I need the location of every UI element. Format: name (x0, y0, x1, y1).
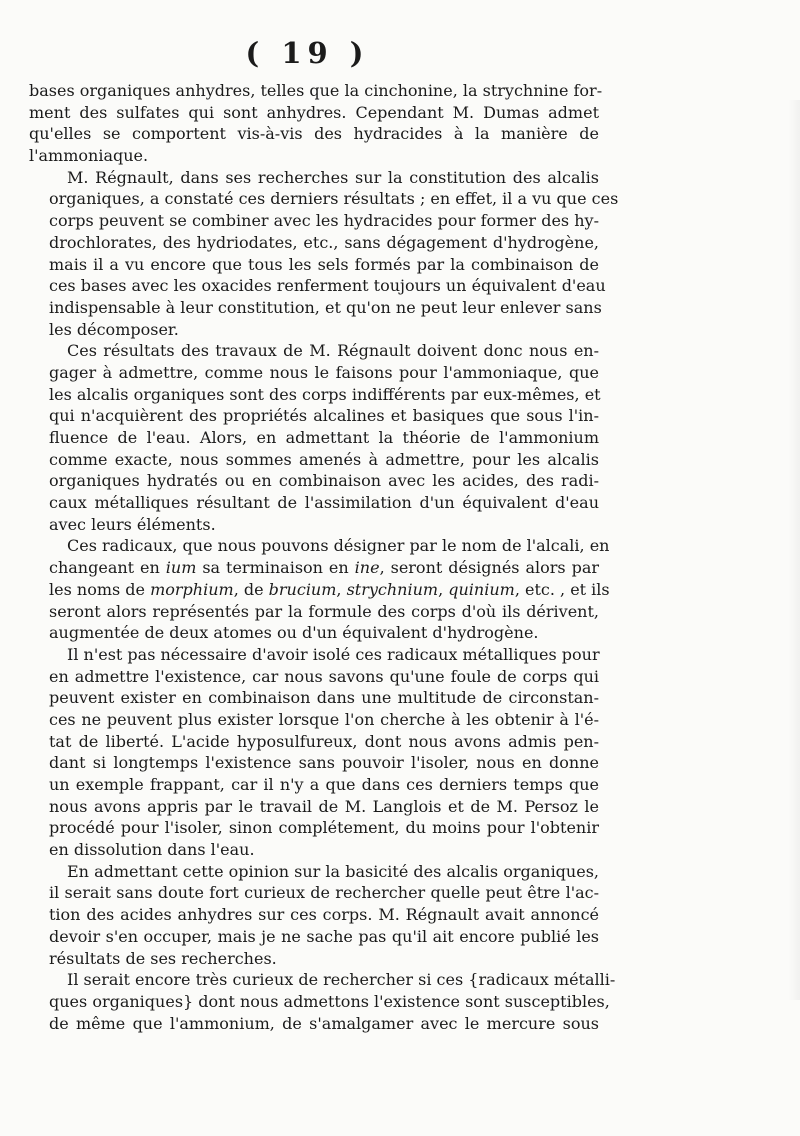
italic-term: quinium (448, 579, 515, 599)
text-line: organiques, a constaté ces derniers résultats ; en effet, il a vu que ces (49, 189, 619, 209)
text-line: caux métalliques résultant de l'assimilation d'un équivalent d'eau (49, 493, 599, 513)
italic-term: brucium (268, 579, 337, 599)
text-line: procédé pour l'isoler, sinon complétement, du moins pour l'obtenir (49, 818, 599, 838)
text-line: augmentée de deux atomes ou d'un équivalent d'hydrogène. (49, 623, 539, 643)
text-line: dant si longtemps l'existence sans pouvoir l'isoler, nous en donne (49, 753, 599, 773)
text-line: un exemple frappant, car il n'y a que dans ces derniers temps que (49, 775, 599, 794)
text-line: fluence de l'eau. Alors, en admettant la théorie de l'ammonium (49, 428, 599, 447)
text-line: devoir s'en occuper, mais je ne sache pas qu'il ait encore publié les (49, 926, 599, 946)
paragraph (29, 80, 603, 167)
text-line: il serait sans doute fort curieux de rechercher quelle peut être l'ac- (49, 883, 599, 903)
text-line: peuvent exister en combinaison dans une multitude de circonstan- (49, 688, 599, 708)
text-line: ces ne peuvent plus exister lorsque l'on cherche à les obtenir à l'é- (49, 709, 599, 729)
text-line: qu'elles se comportent vis-à-vis des hydracides à la manière de (29, 124, 599, 144)
text-line: résultats de ses recherches. (49, 948, 277, 968)
text-line: tion des acides anhydres sur ces corps. M. Régnault avait annoncé (49, 905, 599, 925)
text-line: les décomposer. (49, 319, 179, 339)
text-line: l'ammoniaque. (29, 146, 149, 166)
italic-term: ine (354, 558, 380, 578)
text-line: indispensable à leur constitution, et qu'on ne peut leur enlever sans (49, 297, 602, 317)
paragraph (29, 644, 599, 861)
paragraph (29, 340, 599, 535)
text-line: qui n'acquièrent des propriétés alcalines et basiques que sous l'in- (49, 406, 599, 426)
italic-term: morphium (150, 579, 234, 599)
page-number: ( 19 ) (245, 36, 370, 70)
text-line: ment des sulfates qui sont anhydres. Cependant M. Dumas admet (29, 102, 599, 122)
text-line: ces bases avec les oxacides renferment toujours un équivalent d'eau (49, 276, 606, 296)
text-line: organiques hydratés ou en combinaison avec les acides, des radi- (49, 471, 599, 491)
paragraph (29, 969, 616, 1034)
text-line: les noms de morphium, de brucium, strychnium, quinium, etc. , et ils (49, 579, 610, 599)
text-line: ques organiques} dont nous admettons l'existence sont susceptibles, (49, 991, 610, 1011)
body-text (29, 80, 619, 1034)
paragraph (29, 535, 610, 643)
italic-term: strychnium (346, 579, 439, 599)
text-line: gager à admettre, comme nous le faisons pour l'ammoniaque, que (49, 362, 599, 382)
page-edge-shadow (788, 100, 800, 1000)
text-line: les alcalis organiques sont des corps indifférents par eux-mêmes, et (49, 384, 601, 404)
text-line: mais il a vu encore que tous les sels formés par la combinaison de (49, 254, 599, 274)
text-line: en admettre l'existence, car nous savons qu'une foule de corps qui (49, 666, 599, 686)
paragraph (29, 167, 619, 341)
text-line: en dissolution dans l'eau. (49, 840, 255, 860)
text-line: Ces radicaux, que nous pouvons désigner par le nom de l'alcali, en (67, 536, 610, 556)
text-line: seront alors représentés par la formule des corps d'où ils dérivent, (49, 601, 599, 621)
text-line: tat de liberté. L'acide hyposulfureux, dont nous avons admis pen- (49, 731, 599, 751)
text-line: M. Régnault, dans ses recherches sur la constitution des alcalis (67, 167, 599, 187)
text-line: Ces résultats des travaux de M. Régnault doivent donc nous en- (67, 341, 599, 361)
text-line: bases organiques anhydres, telles que la cinchonine, la strychnine for- (29, 81, 603, 100)
text-line: comme exacte, nous sommes amenés à admettre, pour les alcalis (49, 449, 599, 469)
text-line: de même que l'ammonium, de s'amalgamer avec le mercure sous (49, 1013, 599, 1033)
text-line: En admettant cette opinion sur la basicité des alcalis organiques, (67, 861, 599, 881)
text-line: avec leurs éléments. (49, 514, 216, 534)
paragraph (29, 861, 599, 969)
text-line: nous avons appris par le travail de M. Langlois et de M. Persoz le (49, 796, 599, 816)
text-line: corps peuvent se combiner avec les hydracides pour former des hy- (49, 211, 599, 231)
text-line: drochlorates, des hydriodates, etc., sans dégagement d'hydrogène, (49, 232, 599, 252)
text-line: changeant en ium sa terminaison en ine, seront désignés alors par (49, 558, 600, 578)
text-line: Il n'est pas nécessaire d'avoir isolé ces radicaux métalliques pour (67, 644, 600, 664)
text-line: Il serait encore très curieux de rechercher si ces {radicaux métalli- (67, 970, 616, 990)
italic-term: ium (165, 558, 197, 578)
